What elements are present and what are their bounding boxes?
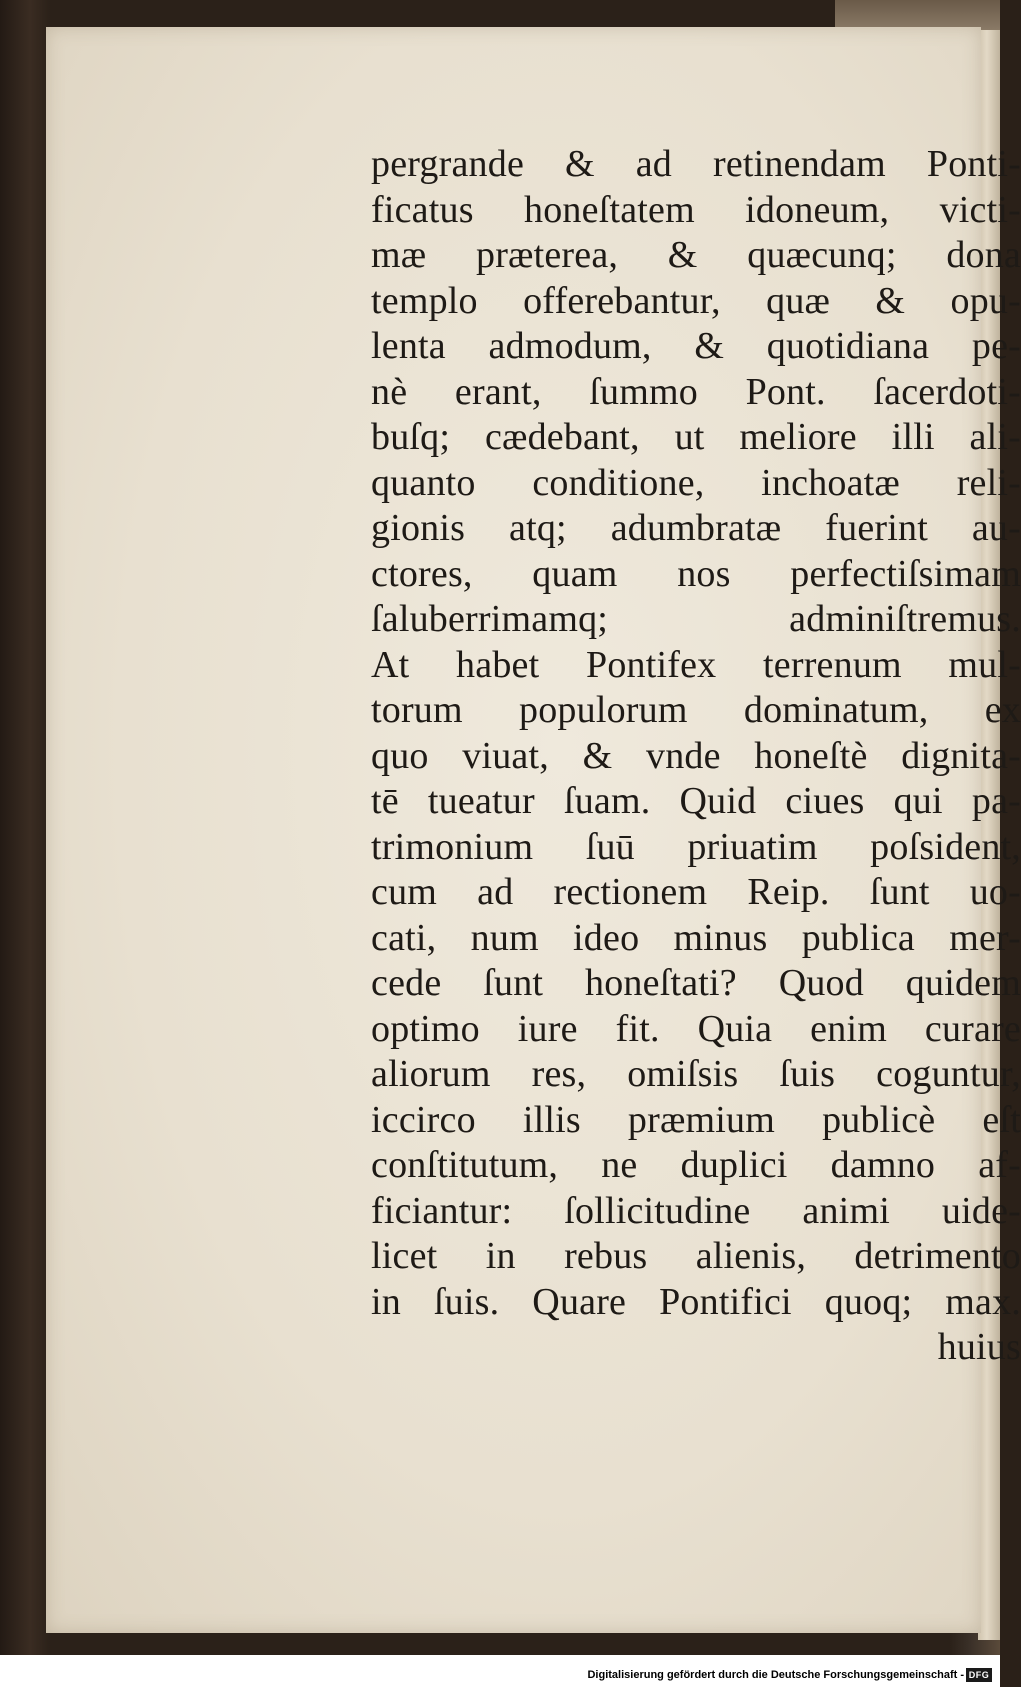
text-line: optimo iure fit. Quia enim curare [371, 1007, 1021, 1050]
text-line: templo offerebantur, quæ & opu- [371, 279, 1021, 322]
text-line: ficiantur: ſollicitudine animi uide- [371, 1189, 1021, 1232]
text-line: conſtitutum, ne duplici damno af- [371, 1144, 1021, 1186]
text-line: in ſuis. Quare Pontifici quoq; max. [371, 1280, 1021, 1323]
text-line: At habet Pontifex terrenum mul- [371, 643, 1021, 686]
text-line: ficatus honeſtatem idoneum, victi- [371, 188, 1021, 231]
text-line: buſq; cædebant, ut meliore illi ali- [371, 416, 1021, 458]
catchword: huius [937, 1326, 1021, 1368]
text-line: trimonium ſuū priuatim poſsident, [371, 825, 1021, 868]
text-line: gionis atq; adumbratæ fuerint au- [371, 507, 1021, 549]
text-line: quanto conditione, inchoatæ reli- [371, 461, 1021, 504]
text-line: ctores, quam nos perfectiſsimam [371, 552, 1021, 595]
text-line: ſaluberrimamq; adminiſtremus. [371, 598, 1021, 640]
text-line: nè erant, ſummo Pont. ſacerdoti- [371, 370, 1021, 413]
text-line: tē tueatur ſuam. Quid ciues qui pa- [371, 780, 1021, 822]
text-line: cati, num ideo minus publica mer- [371, 916, 1021, 959]
book-page [46, 27, 1021, 1633]
text-line: licet in rebus alienis, detrimento [371, 1235, 1021, 1277]
book-corner [835, 0, 1000, 30]
text-line: cede ſunt honeſtati? Quod quidem [371, 962, 1021, 1004]
dfg-logo-icon: DFG [966, 1668, 992, 1682]
text-line: quo viuat, & vnde honeſtè dignita- [371, 734, 1021, 777]
footer-credit: Digitalisierung gefördert durch die Deutsche Forschungsgemeinschaft - [587, 1669, 964, 1681]
text-line: aliorum res, omiſsis ſuis coguntur, [371, 1053, 1021, 1095]
text-line: mæ præterea, & quæcunq; dona [371, 234, 1021, 276]
page-text [371, 142, 1021, 1371]
text-line: pergrande & ad retinendam Ponti- [371, 143, 1021, 185]
text-line: torum populorum dominatum, ex [371, 689, 1021, 731]
text-line: lenta admodum, & quotidiana pe- [371, 325, 1021, 367]
text-line: iccirco illis præmium publicè eſt [371, 1098, 1021, 1141]
text-line: cum ad rectionem Reip. ſunt uo- [371, 871, 1021, 913]
